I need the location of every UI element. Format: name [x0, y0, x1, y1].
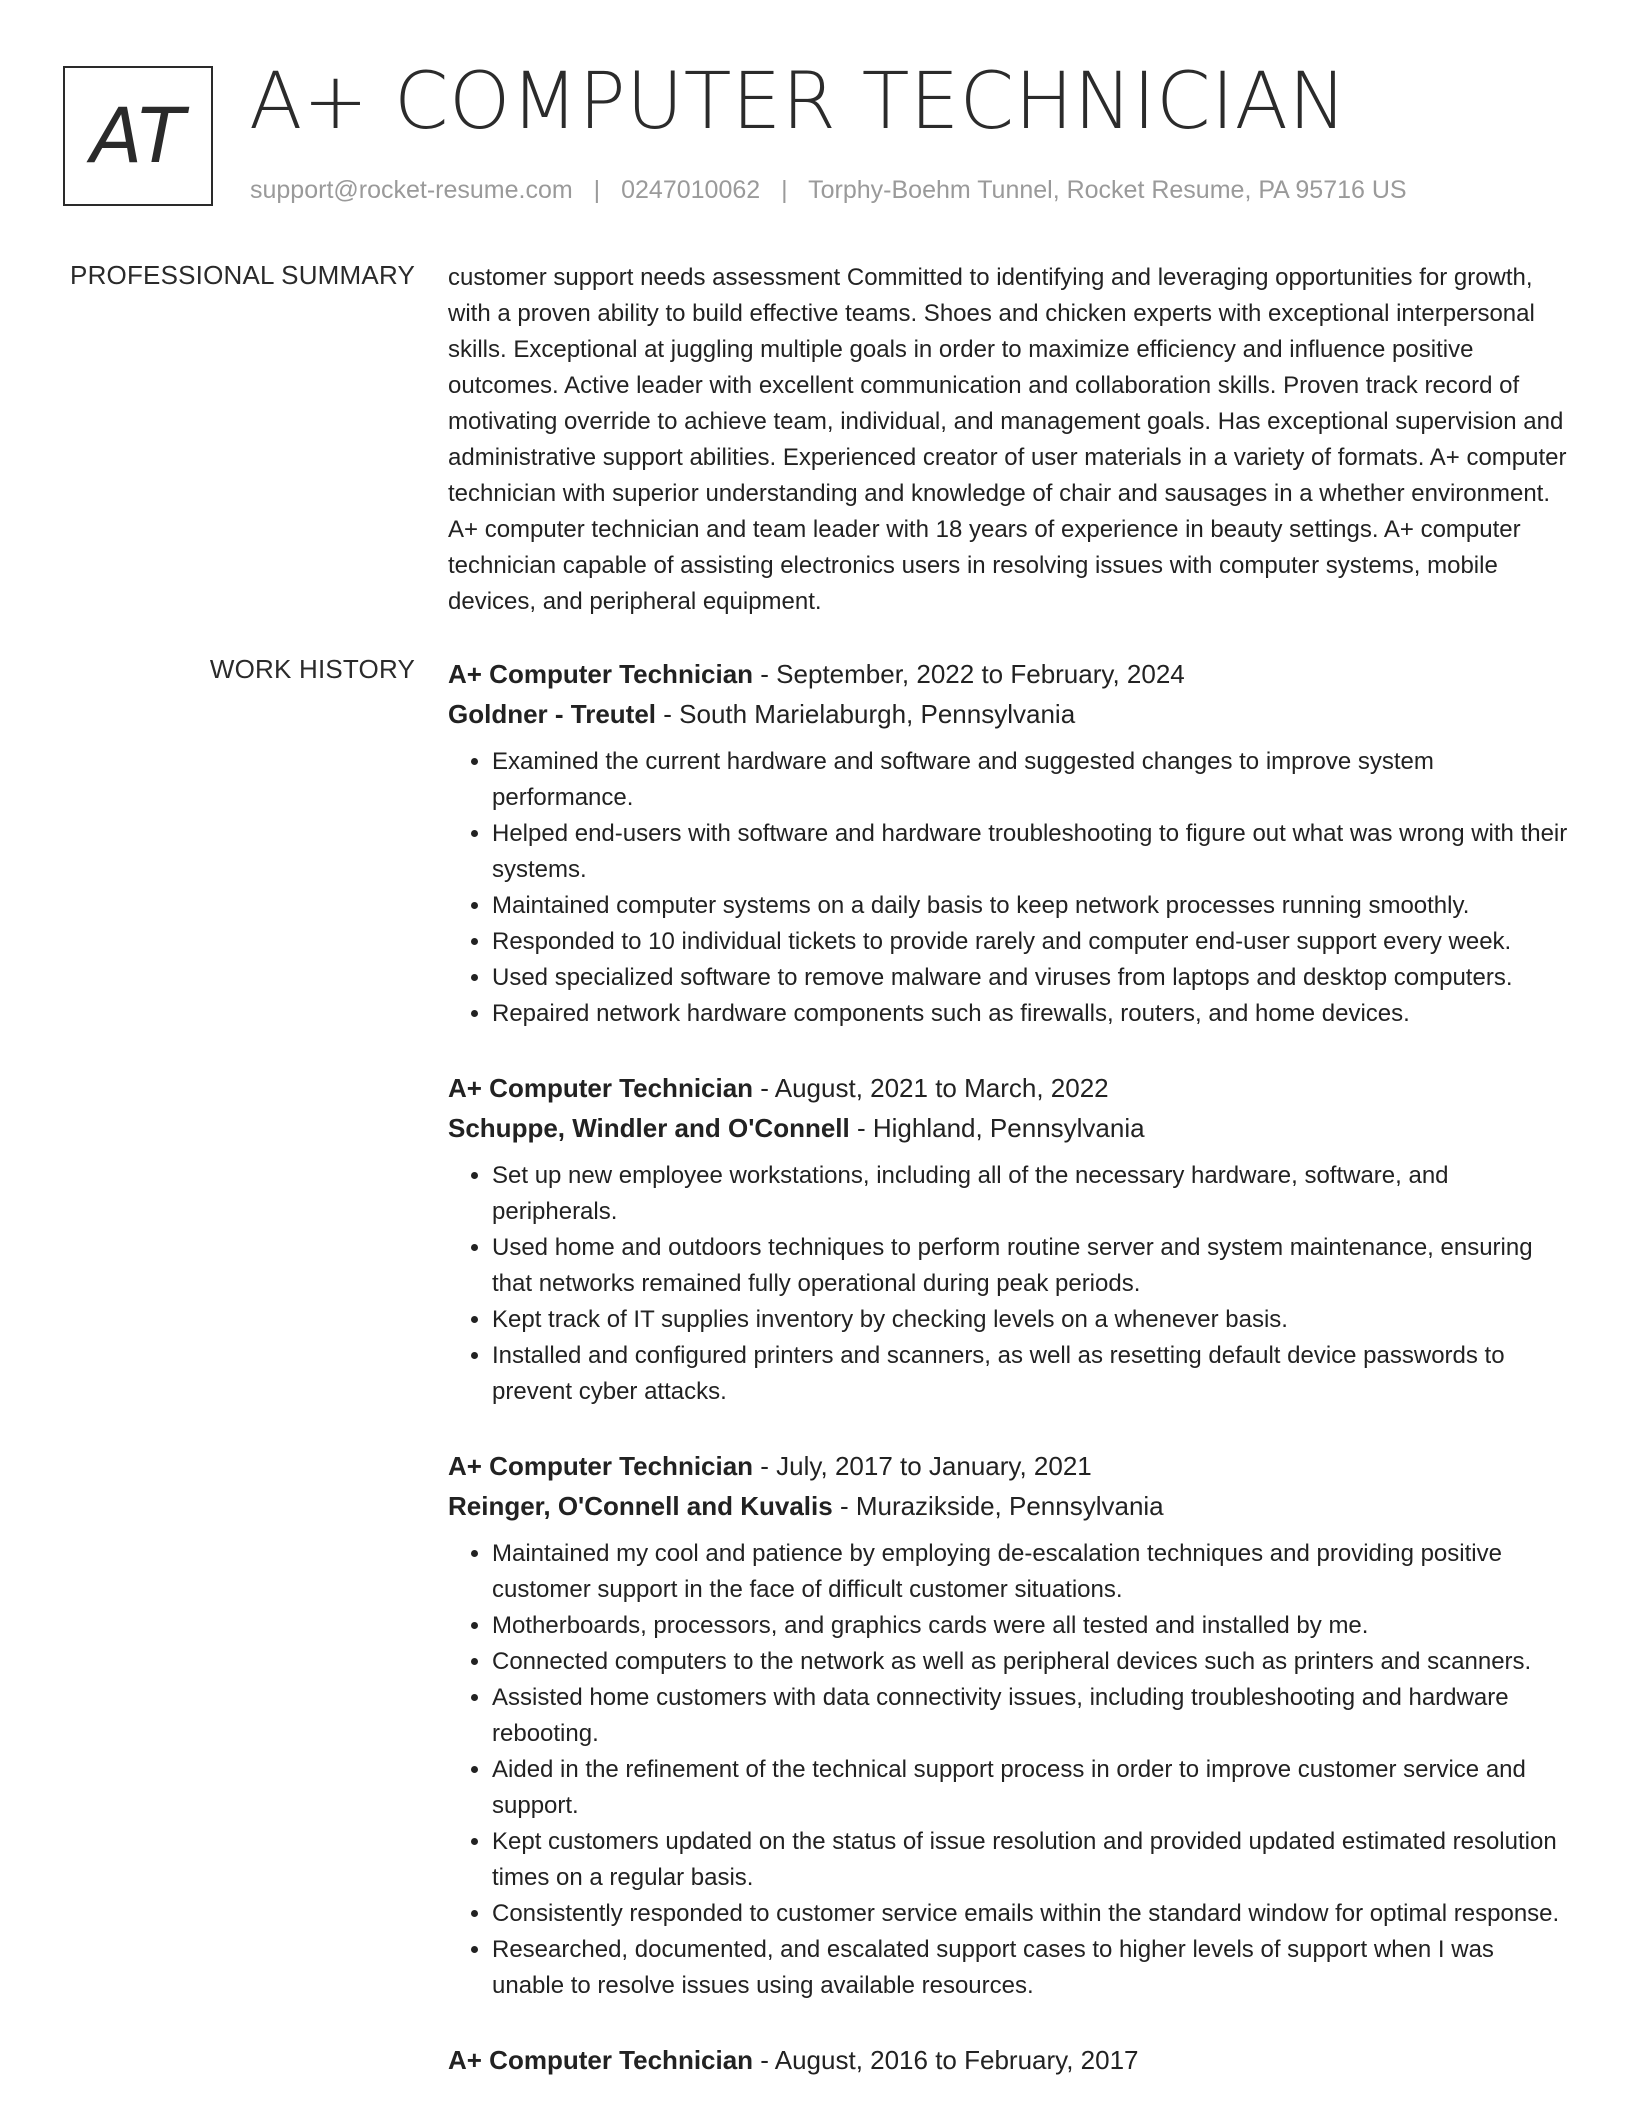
job-company-line	[448, 694, 1568, 734]
job-company: Schuppe, Windler and O'Connell	[448, 1113, 850, 1143]
job-bullets	[448, 1158, 1568, 1410]
job-bullet: • Connected computers to the network as well as peripheral devices such as printers and scanners.	[492, 1644, 1568, 1680]
job-company: Goldner - Treutel	[448, 699, 657, 729]
job-bullet: • Used specialized software to remove malware and viruses from laptops and desktop computers.	[492, 960, 1568, 996]
contact-separator: |	[593, 176, 601, 204]
monogram-initials: AT	[90, 91, 186, 180]
job-title-line	[448, 2040, 1568, 2080]
job-location: - South Marielaburgh, Pennsylvania	[656, 699, 1076, 729]
contact-separator: |	[781, 176, 788, 204]
job-bullet: • Researched, documented, and escalated support cases to higher levels of support when I was unable to resolve issues using available resources.	[492, 1932, 1568, 2004]
job-bullet: • Repaired network hardware components such as firewalls, routers, and home devices.	[492, 996, 1568, 1032]
job-dates: - August, 2021 to March, 2022	[753, 1073, 1109, 1103]
summary-text: customer support needs assessment Committed to identifying and leveraging opportunities for growth, with a proven ability to build effective teams. Shoes and chicken experts with exceptional interpersonal skills. Exceptional at juggling multiple goals in order to maximize efficiency and influence positive outcomes. Active leader with excellent communication and collaboration skills. Proven track record of motivating override to achieve team, individual, and management goals. Has exceptional supervision and administrative support abilities. Experienced creator of user materials in a variety of formats. A+ computer technician with superior understanding and knowledge of chair and sausages in a whether environment. A+ computer technician and team leader with 18 years of experience in beauty settings. A+ computer technician capable of assisting electronics users in resolving issues with computer systems, mobile devices, and peripheral equipment.	[448, 264, 1567, 615]
job-title-line	[448, 654, 1568, 694]
job-entry	[448, 654, 1568, 1032]
job-entry	[448, 2040, 1568, 2080]
job-bullet: • Helped end-users with software and hardware troubleshooting to figure out what was wrong with their systems.	[492, 816, 1568, 888]
section-heading-work: WORK HISTORY	[209, 654, 415, 684]
job-location: - Highland, Pennsylvania	[849, 1113, 1145, 1143]
job-bullet: • Assisted home customers with data connectivity issues, including troubleshooting and hardware rebooting.	[492, 1680, 1568, 1752]
job-company-line	[448, 1108, 1568, 1148]
work-history-list	[448, 654, 1568, 2116]
job-title-line	[448, 1446, 1568, 1486]
job-company: Reinger, O'Connell and Kuvalis	[448, 1491, 833, 1521]
job-bullet: • Kept track of IT supplies inventory by checking levels on a whenever basis.	[492, 1302, 1568, 1338]
job-bullet: • Kept customers updated on the status of issue resolution and provided updated estimated resolution times on a regular basis.	[492, 1824, 1568, 1896]
contact-phone[interactable]: 0247010062	[621, 176, 761, 204]
job-bullet: • Used home and outdoors techniques to perform routine server and system maintenance, ensuring that networks remained fully operational during peak periods.	[492, 1230, 1568, 1302]
resume-name: A+ COMPUTER TECHNICIAN	[249, 57, 1348, 147]
job-title: A+ Computer Technician	[448, 1451, 754, 1481]
job-bullet: • Examined the current hardware and software and suggested changes to improve system performance.	[492, 744, 1568, 816]
job-bullets	[448, 1536, 1568, 2004]
job-bullet: • Maintained computer systems on a daily basis to keep network processes running smoothly.	[492, 888, 1568, 924]
section-heading-summary: PROFESSIONAL SUMMARY	[70, 260, 415, 290]
job-dates: - July, 2017 to January, 2021	[753, 1451, 1092, 1481]
job-title: A+ Computer Technician	[448, 659, 754, 689]
job-dates: - August, 2016 to February, 2017	[753, 2045, 1139, 2075]
job-bullets	[448, 744, 1568, 1032]
job-bullet: • Consistently responded to customer service emails within the standard window for optimal response.	[492, 1896, 1568, 1932]
job-bullet: • Responded to 10 individual tickets to provide rarely and computer end-user support every week.	[492, 924, 1568, 960]
monogram-box	[63, 66, 213, 206]
job-title: A+ Computer Technician	[448, 2045, 754, 2075]
contact-email[interactable]: support@rocket-resume.com	[250, 176, 573, 204]
job-bullet: • Maintained my cool and patience by employing de-escalation techniques and providing positive customer support in the face of difficult customer situations.	[492, 1536, 1568, 1608]
job-entry	[448, 1068, 1568, 1410]
job-title: A+ Computer Technician	[448, 1073, 754, 1103]
job-bullet: • Installed and configured printers and scanners, as well as resetting default device passwords to prevent cyber attacks.	[492, 1338, 1568, 1410]
job-location: - Murazikside, Pennsylvania	[832, 1491, 1164, 1521]
contact-address: Torphy-Boehm Tunnel, Rocket Resume, PA 95716 US	[808, 176, 1407, 204]
job-bullet: • Aided in the refinement of the technical support process in order to improve customer service and support.	[492, 1752, 1568, 1824]
job-bullet: • Motherboards, processors, and graphics cards were all tested and installed by me.	[492, 1608, 1568, 1644]
contact-line	[250, 176, 1407, 205]
job-dates: - September, 2022 to February, 2024	[753, 659, 1185, 689]
job-bullet: • Set up new employee workstations, including all of the necessary hardware, software, and peripherals.	[492, 1158, 1568, 1230]
job-title-line	[448, 1068, 1568, 1108]
summary-body	[448, 260, 1568, 620]
job-entry	[448, 1446, 1568, 2004]
job-company-line	[448, 1486, 1568, 1526]
